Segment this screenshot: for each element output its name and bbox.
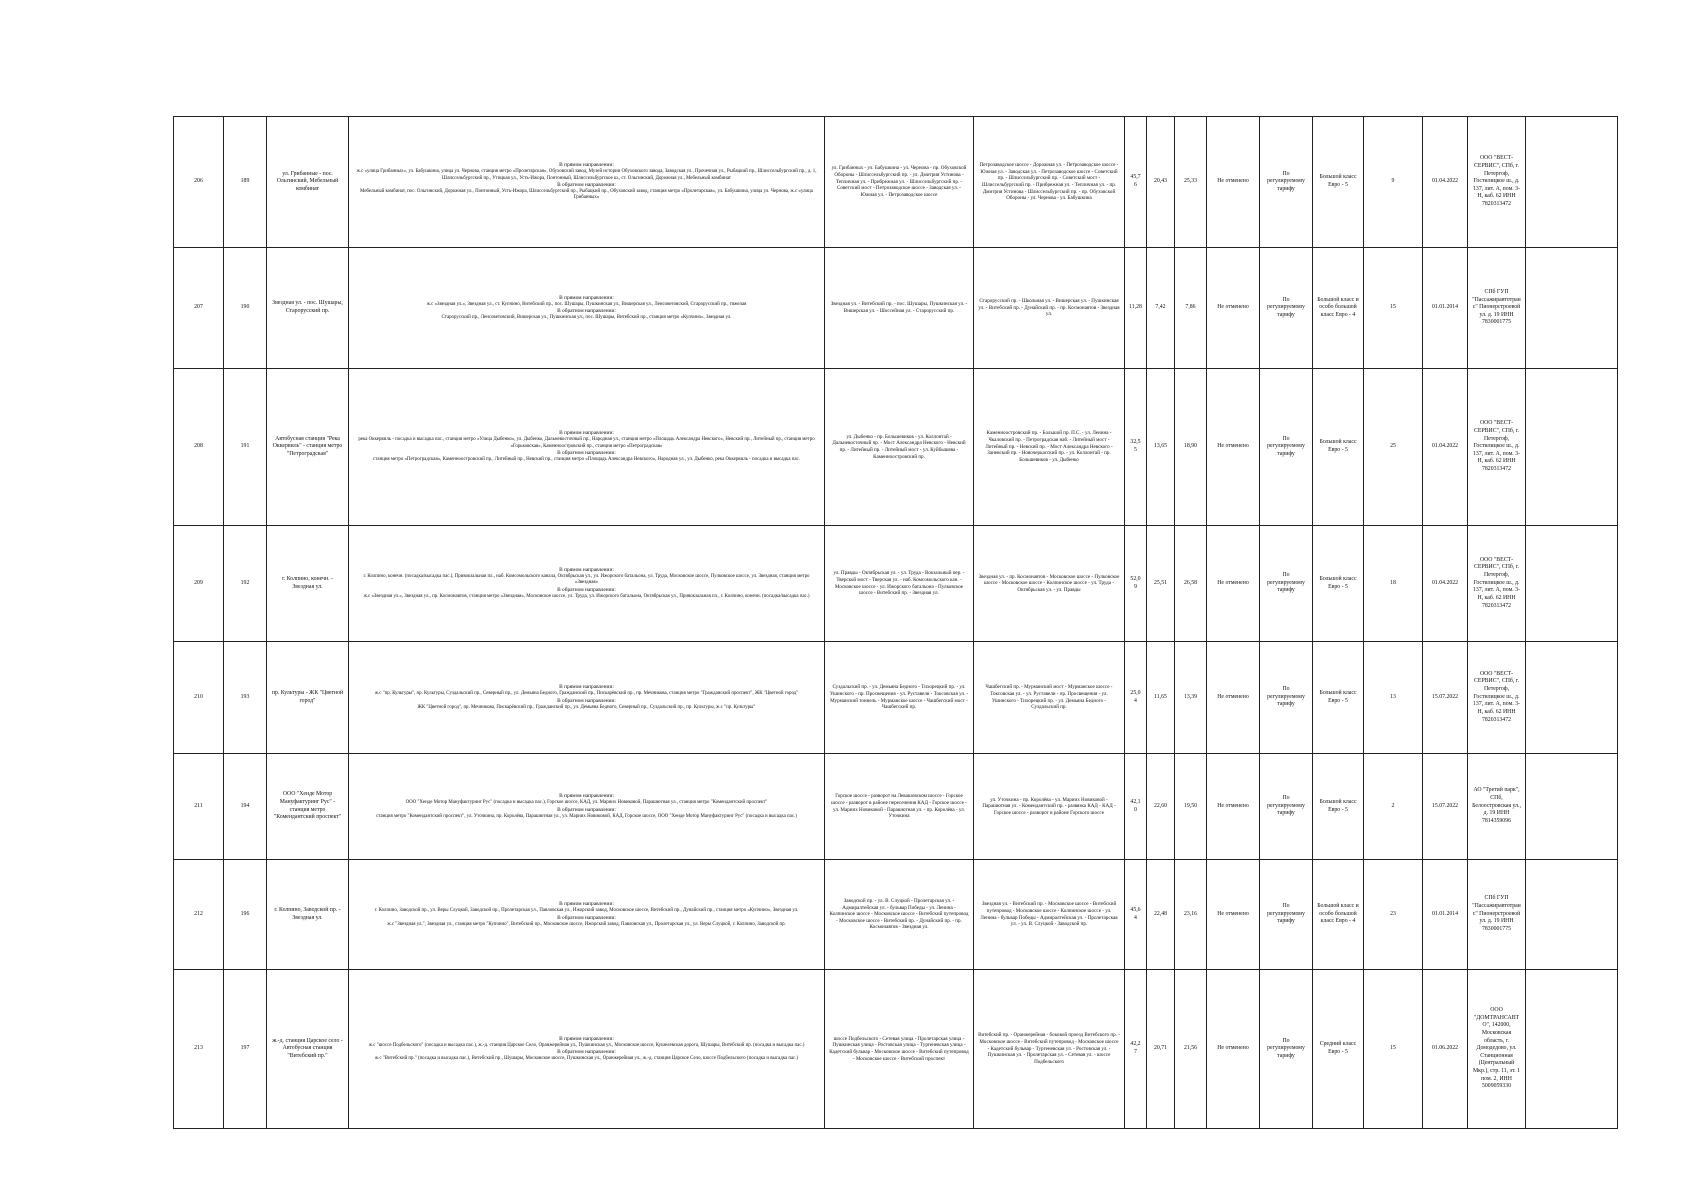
stops-forward-text: ж.с «улица Грибанных», ул. Бабушкина, улица ул. Чернова, станция метро «Пролетарская», Обуховский завод, Музей истории Обуховского завода, Заводская ул., Прочечная ул., Рыбацкий пр., Шлиссельбургский пр., д. 1, Шлиссельбургский пр., Утицкая ул., Усть-Ижора, Понтонный, Шлиссельбургское ш., ст. Ольгинский, Дорожная ул., Мебельный комбинат [356, 169, 817, 181]
stops-forward-text: ж.с "пр. Культуры", пр. Культуры, Суздальский пр., Северный пр., ул. Демьяна Бедного, Гражданский пр., Пискарёвский пр., пр. Мечникова, станция метро "Гражданский проспект", ЖК "Цветной город" [374, 691, 799, 697]
route-register-table [173, 116, 1674, 1129]
cell-empty [1526, 754, 1618, 860]
cell-stops [349, 526, 825, 642]
cell-route-number: 190 [224, 248, 267, 369]
cell-empty [1526, 369, 1618, 526]
cell-status: Не отменено [1207, 754, 1260, 860]
table-row [174, 970, 1674, 1129]
cell-vehicle-count: 25 [1364, 369, 1423, 526]
stops-forward-heading: В прямом направлении: [559, 1035, 614, 1042]
cell-tariff: По регулируемому тарифу [1260, 369, 1313, 526]
cell-carrier: СПб ГУП "Пассажиравтотранс" Пионерстроевой ул. д. 19 ИНН 7830001775 [1468, 860, 1526, 970]
cell-tariff: По регулируемому тарифу [1260, 860, 1313, 970]
stops-back-text: Старорусский пр., Ленсоветовский, Вишерская ул., Пушкинская ул., пос. Шушары, Витебский пр., станция метро «Купчино», Звездная ул. [441, 315, 732, 321]
cell-distance-total: 32,55 [1125, 369, 1147, 526]
cell-vehicle-class: Большой класс и особо большой класс Евро - 4 [1313, 248, 1364, 369]
stops-back-heading: В обратном направлении: [557, 450, 616, 457]
stops-back-text: ж.с «Звездная ул.», Звездная ул., пр. Космонавтов, станция метро «Звездная», Московское шоссе, ул. Труда, ул. Ижорского батальона, Октябрьская ул., Привокзальная пл., г. Колпино, конечн. (посадка/высадка пас.) [363, 593, 810, 599]
cell-distance-forward: 11,65 [1147, 642, 1175, 754]
cell-vehicle-class: Большой класс Евро - 5 [1313, 754, 1364, 860]
cell-row-number: 210 [174, 642, 224, 754]
cell-distance-back: 19,50 [1175, 754, 1207, 860]
cell-row-number: 213 [174, 970, 224, 1129]
stops-back-heading: В обратном направлении: [557, 182, 616, 188]
cell-date: 01.06.2022 [1423, 970, 1468, 1129]
cell-stops [349, 248, 825, 369]
cell-vehicle-count: 15 [1364, 970, 1423, 1129]
stops-forward-heading: В прямом направлении: [559, 430, 614, 437]
cell-streets-back: Чашбегский пр. - Мурманский мост - Мурманское шоссе - Токсовская ул. - ул. Руставели - пр. Просвещения - ул. Ушинского - Тихорецкий пр. - ул. Демьяна Бедного - Суздальский пр. [974, 642, 1125, 754]
cell-streets-back: Звездная ул. - пр. Космонавтов - Московское шоссе - Пулковское шоссе - Московское шоссе - Колпинское шоссе - ул. Труда - Октябрьская ул. - ул. Правды [974, 526, 1125, 642]
cell-streets-forward: ул. Правды - Октябрьская ул. - ул. Труда - Вокзальный пер. - Тверской мост - Тверская ул. - наб. Комсомольского кан. - Московское шоссе - ул. Ижорского батальона - Пулковское шоссе - Витебский пр. - Звездная ул. [825, 526, 974, 642]
stops-back-text: ж.с "Витебский пр." (посадка и высадка пас.), Витебский пр., Шушары, Московское шоссе, Пушкинская ул., Оранжерейная ул., ж.-д. станция Царское Село, шоссе Подбельского (посадка и высадка пас.) [374, 1056, 799, 1062]
stops-forward-heading: В прямом направлении: [559, 684, 614, 691]
cell-distance-forward: 22,48 [1147, 860, 1175, 970]
cell-vehicle-class: Большой класс Евро - 5 [1313, 526, 1364, 642]
stops-back-heading: В обратном направлении: [557, 586, 616, 593]
cell-route-number: 191 [224, 369, 267, 526]
cell-empty [1526, 117, 1618, 248]
cell-status: Не отменено [1207, 369, 1260, 526]
cell-route-name: пр. Культуры - ЖК "Цветной город" [267, 642, 349, 754]
cell-streets-forward: ул. Дыбенко - пр. Большевиков - ул. Коллонтай - Дальневосточный пр. - Мост Александра Невского - Невский пр. - Литейный пр. - Литейный мост - ул. Куйбышева - Каменноостровский пр. [825, 369, 974, 526]
stops-back-heading: В обратном направлении: [557, 914, 616, 921]
table-row [174, 754, 1674, 860]
cell-distance-forward: 7,42 [1147, 248, 1175, 369]
cell-vehicle-count: 9 [1364, 117, 1423, 248]
cell-row-number: 208 [174, 369, 224, 526]
cell-date: 01.04.2022 [1423, 117, 1468, 248]
cell-empty [1526, 860, 1618, 970]
cell-stops [349, 860, 825, 970]
cell-carrier: ООО "ВЕСТ-СЕРВИС", СПб, г. Петергоф, Гостилицкое ш., д. 137, лит. А, пом. 3-Н, каб. 62 ИНН 7820313472 [1468, 642, 1526, 754]
cell-vehicle-class: Большой класс и особо большой класс Евро - 4 [1313, 860, 1364, 970]
stops-forward-text: река Оккервиль - посадка и высадка пас., станция метро «Улица Дыбенко», ул. Дыбенко, Дальневосточный пр., Народная ул., станция метро «Площадь Александра Невского», Невский пр., Литейный пр., станция метро «Горьковская», Каменноостровский пр., станция метро «Петроградская» [358, 437, 815, 449]
cell-distance-back: 18,90 [1175, 369, 1207, 526]
cell-route-name: ул. Грибанные - пос. Ольгинский, Мебельный комбинат [267, 117, 349, 248]
stops-back-text: станция метро «Петроградская», Каменноостровский пр., Литейный пр., Невский пр., станция метро «Площадь Александра Невского», Народная ул., ул. Дыбенко, река Оккервиль - посадка и высадка пас. [373, 457, 800, 463]
cell-distance-forward: 25,51 [1147, 526, 1175, 642]
cell-stops [349, 117, 825, 248]
cell-date: 15.07.2022 [1423, 754, 1468, 860]
cell-empty [1526, 970, 1618, 1129]
cell-distance-forward: 20,43 [1147, 117, 1175, 248]
cell-streets-back: Петрозаводское шоссе - Дорожная ул. - Петрозаводское шоссе - Южная ул. - Заводская ул. - Петрозаводское шоссе - Советский пр. - Шлиссельбургский пр. - Советский мост - Шлиссельбургский пр. - Прибрежная ул. - Тепличная ул. - пр. Дмитрия Устинова - Шлиссельбургский пр. - пр. Обуховской Обороны - ул. Чернова - ул. Бабушкина [974, 117, 1125, 248]
cell-route-name: г. Колпино, Заводской пр. - Звездная ул. [267, 860, 349, 970]
stops-forward-heading: В прямом направлении: [559, 294, 614, 301]
cell-empty [1526, 248, 1618, 369]
cell-vehicle-class: Средний класс Евро - 5 [1313, 970, 1364, 1129]
cell-distance-total: 42,10 [1125, 754, 1147, 860]
cell-distance-forward: 22,60 [1147, 754, 1175, 860]
cell-stops [349, 369, 825, 526]
cell-status: Не отменено [1207, 117, 1260, 248]
cell-distance-back: 13,39 [1175, 642, 1207, 754]
cell-empty [1526, 642, 1618, 754]
cell-streets-back: Каменноостровский пр. - Большой пр. П.С. - ул. Ленина - Чкаловский пр. - Петроградская наб. - Литейный мост - Литейный пр. - Невский пр. - Мост Александра Невского - Заневский пр. - Новочеркасский пр. - ул. Коллонтай - пр. Большевиков - ул. Дыбенко [974, 369, 1125, 526]
stops-back-heading: В обратном направлении: [557, 1049, 616, 1055]
cell-vehicle-count: 15 [1364, 248, 1423, 369]
cell-row-number: 209 [174, 526, 224, 642]
cell-streets-back: ул. Уточкина - пр. Королёва - ул. Мариих Новиковой - Парашютная ул. - Комендантский пр. - развязка КАД - КАД - Горское шоссе - разворот в районе Горского шоссе [974, 754, 1125, 860]
stops-back-heading: В обратном направлении: [557, 308, 616, 314]
cell-route-number: 197 [224, 970, 267, 1129]
cell-streets-forward: шоссе Подбельского - Сетевая улица - Пролетарская улица - Пушкинская улица - Ростовская улица - Тургеневская улица - Кадетский бульвар - Московское шоссе - Витебский путепровод - Московское шоссе - Витебский проспект [825, 970, 974, 1129]
cell-status: Не отменено [1207, 526, 1260, 642]
stops-forward-text: ж.с «Звездная ул.», Звездная ул., ст. Купчино, Витебский пр., пос. Шушары, Пушкинская ул., Вишерская ул., Ленсоветовский, Старорусский пр., тяжелая [426, 301, 747, 307]
cell-tariff: По регулируемому тарифу [1260, 117, 1313, 248]
cell-distance-total: 45,64 [1125, 860, 1147, 970]
stops-forward-text: ООО "Хенде Мотор Мануфактуринг Рус" (посадка и высадка пас.), Горское шоссе, КАД, ул. Мариих Новиковой, Парашютная ул., станция метро "Комендантский проспект" [405, 800, 768, 806]
cell-tariff: По регулируемому тарифу [1260, 970, 1313, 1129]
cell-streets-forward: Горское шоссе - разворот на Левашовском шоссе - Горское шоссе - разворот в районе пересечения КАД - Горское шоссе - ул. Мариих Новиковой - Парашютная ул. - пр. Королёва - ул. Уточкина [825, 754, 974, 860]
cell-streets-forward: Заводской пр. - ул. В. Слуцкой - Пролетарская ул. - Адмиралтейская ул. - бульвар Победы - ул. Ленина - Колпинское шоссе - Московское шоссе - Витебский путепровод - Московское шоссе - Витебский пр. - Дунайский пр. - пр. Космонавтов - Звездная ул. [825, 860, 974, 970]
stops-back-text: ЖК "Цветной город", пр. Мечникова, Пискарёвский пр., Гражданский пр., ул. Демьяна Бедного, Северный пр., Суздальский пр., пр. Культуры, ж.с "пр. Культуры" [417, 704, 756, 710]
cell-carrier: АО "Третий парк", СПб, Белоостровская ул., д. 19 ИНН 7814359096 [1468, 754, 1526, 860]
cell-row-number: 211 [174, 754, 224, 860]
cell-tariff: По регулируемому тарифу [1260, 248, 1313, 369]
table-row [174, 860, 1674, 970]
cell-route-number: 193 [224, 642, 267, 754]
cell-route-name: ООО "Хенде Мотор Мануфактуринг Рус" - станция метро "Комендантский проспект" [267, 754, 349, 860]
cell-vehicle-count: 2 [1364, 754, 1423, 860]
cell-stops [349, 970, 825, 1129]
stops-back-text: Мебельный комбинат, пос. Ольгинский, Дорожная ул., Понтонный, Усть-Ижора, Шлиссельбургский пр., Рыбацкий пр., Обуховский завод, станция метро «Пролетарская», ул. Бабушкина, улица ул. Чернова, ж.с «улица Грибанных» [360, 189, 813, 201]
cell-distance-total: 45,76 [1125, 117, 1147, 248]
stops-back-text: ж.с "Звездная ул.", Звездная ул., станция метро "Купчино", Витебский пр., Московское шоссе, Ижорский завод, Павловская ул., Пролетарская ул., ул. Веры Слуцкой, г. Колпино, Заводской пр. [387, 921, 786, 927]
cell-row-number: 212 [174, 860, 224, 970]
cell-route-name: Автобусная станция "Река Оккервиль" - станция метро "Петроградская" [267, 369, 349, 526]
cell-date: 01.01.2014 [1423, 860, 1468, 970]
cell-carrier: СПб ГУП "Пассажиравтотранс" Пионерстроевой ул. д. 19 ИНН 7830001775 [1468, 248, 1526, 369]
cell-tariff: По регулируемому тарифу [1260, 754, 1313, 860]
cell-status: Не отменено [1207, 642, 1260, 754]
cell-streets-forward: ул. Грибанных - ул. Бабушкина - ул. Чернова - пр. Обуховской Обороны - Шлиссельбургский пр. - ул. Дмитрия Устинова - Тепличная ул. - Прибрежная ул. - Шлиссельбургский пр. - Советский мост - Петрозаводское шоссе - Заводская ул. - Южная ул. - Петрозаводское шоссе [825, 117, 974, 248]
cell-vehicle-class: Большой класс Евро - 5 [1313, 369, 1364, 526]
stops-forward-heading: В прямом направлении: [559, 793, 614, 800]
cell-status: Не отменено [1207, 970, 1260, 1129]
stops-back-heading: В обратном направлении: [557, 806, 616, 813]
cell-date: 01.01.2014 [1423, 248, 1468, 369]
cell-distance-back: 7,86 [1175, 248, 1207, 369]
cell-streets-back: Звездная ул. - Витебский пр. - Московское шоссе - Витебский путепровод - Московское шоссе - Колпинское шоссе - ул. Ленина - бульвар Победы - Адмиралтейская ул. - Пролетарская ул. - ул. В. Слуцкой - Заводской пр. [974, 860, 1125, 970]
cell-route-number: 194 [224, 754, 267, 860]
cell-vehicle-count: 13 [1364, 642, 1423, 754]
cell-carrier: ООО "ДОМТРАНСАВТО", 142000, Московская область, г. Домодедово, ул. Станционная (Центральный Мкр.), стр. 11, эт. 1 пом. 2, ИНН 5009059330 [1468, 970, 1526, 1129]
stops-forward-heading: В прямом направлении: [559, 162, 614, 169]
cell-carrier: ООО "ВЕСТ-СЕРВИС", СПб, г. Петергоф, Гостилицкое ш., д. 137, лит. А, пом. 3-Н, каб. 62 ИНН 7820313472 [1468, 526, 1526, 642]
stops-back-heading: В обратном направлении: [557, 697, 616, 704]
table-row [174, 526, 1674, 642]
cell-route-name: Звездная ул. - пос. Шушары, Старорусский пр. [267, 248, 349, 369]
stops-forward-text: г. Колпино, Заводской пр., ул. Веры Слуцкой, Заводской пр., Пролетарская ул., Павловская ул., Ижорский завод, Московское шоссе, Витебский пр., Дунайский пр., станция метро «Купчино», Звездная ул. [374, 908, 799, 914]
cell-vehicle-class: Большой класс Евро - 5 [1313, 642, 1364, 754]
cell-distance-back: 23,16 [1175, 860, 1207, 970]
cell-stops [349, 754, 825, 860]
cell-route-number: 192 [224, 526, 267, 642]
table-row [174, 248, 1674, 369]
cell-streets-back: Витебский пр. - Оранжерейная - боковой проезд Витебского пр. - Московское шоссе - Витебский путепровод - Московское шоссе - Кадетский бульвар - Тургеневская ул. - Ростовская ул. - Пушкинская ул. - Пролетарская ул. - Сетевая ул. - шоссе Подбельского [974, 970, 1125, 1129]
cell-vehicle-count: 18 [1364, 526, 1423, 642]
cell-tariff: По регулируемому тарифу [1260, 642, 1313, 754]
cell-row-number: 206 [174, 117, 224, 248]
cell-streets-forward: Звездная ул. - Витебский пр. - пос. Шушары, Пушкинская ул. - Вишерская ул. - Шоссейная ул. - Старорусский пр. [825, 248, 974, 369]
cell-route-name: г. Колпино, конечн. - Звездная ул. [267, 526, 349, 642]
stops-forward-text: г. Колпино, конечн. (посадка/высадка пас.), Привокзальная пл., наб. Комсомольского канала, Октябрьская ул., ул. Ижорского батальона, ул. Труда, Московское шоссе, Пулковское шоссе, ул. Звездная, станция метро «Звездная» [363, 573, 810, 586]
cell-carrier: ООО "ВЕСТ-СЕРВИС", СПб, г. Петергоф, Гостилицкое ш., д. 137, лит. А, пом. 3-Н, каб. 62 ИНН 7820313472 [1468, 369, 1526, 526]
cell-row-number: 207 [174, 248, 224, 369]
cell-empty [1526, 526, 1618, 642]
cell-streets-forward: Суздальский пр. - ул. Демьяна Бедного - Тихорецкий пр. - ул. Ушинского - пр. Просвещения - ул. Руставели - Токсовская ул. - Мурманский тоннель - Мурманское шоссе - Чашбегский мост - Чашбегский пр. [825, 642, 974, 754]
stops-forward-heading: В прямом направлении: [559, 566, 614, 573]
stops-back-text: станция метро "Комендантский проспект", ул. Уточкина, пр. Королёва, Парашютная ул., ул. Мариих Новиковой, КАД, Горское шоссе, ООО "Хенде Мотор Мануфактуринг Рус" (посадка и высадка пас.) [376, 813, 797, 819]
cell-date: 01.04.2022 [1423, 526, 1468, 642]
cell-status: Не отменено [1207, 248, 1260, 369]
cell-date: 01.04.2022 [1423, 369, 1468, 526]
table-row [174, 369, 1674, 526]
cell-tariff: По регулируемому тарифу [1260, 526, 1313, 642]
cell-status: Не отменено [1207, 860, 1260, 970]
cell-distance-total: 25,04 [1125, 642, 1147, 754]
cell-route-name: ж.-д. станция Царское село - Автобусная станция "Витебский пр." [267, 970, 349, 1129]
cell-distance-total: 42,27 [1125, 970, 1147, 1129]
cell-vehicle-class: Большой класс Евро - 5 [1313, 117, 1364, 248]
cell-distance-back: 26,58 [1175, 526, 1207, 642]
cell-distance-back: 25,33 [1175, 117, 1207, 248]
stops-forward-text: ж.с "шоссе Подбельского" (посадка и высадка пас.), ж.-д. станция Царское Село, Оранжерейная ул., Пушкинская ул., Московское шоссе, Кушелевская дорога, Шушары, Витебский пр. (посадка и высадка пас.) [368, 1042, 805, 1048]
cell-distance-total: 11,28 [1125, 248, 1147, 369]
cell-route-number: 196 [224, 860, 267, 970]
cell-vehicle-count: 23 [1364, 860, 1423, 970]
stops-forward-heading: В прямом направлении: [559, 901, 614, 908]
table-row [174, 642, 1674, 754]
cell-distance-total: 52,09 [1125, 526, 1147, 642]
cell-distance-back: 21,56 [1175, 970, 1207, 1129]
cell-distance-forward: 20,71 [1147, 970, 1175, 1129]
cell-distance-forward: 13,65 [1147, 369, 1175, 526]
cell-carrier: ООО "ВЕСТ-СЕРВИС", СПб, г. Петергоф, Гостилицкое ш., д. 137, лит. А, пом. 3-Н, каб. 62 ИНН 7820313472 [1468, 117, 1526, 248]
cell-date: 15.07.2022 [1423, 642, 1468, 754]
cell-stops [349, 642, 825, 754]
cell-streets-back: Старорусский пр. - Школьная ул. - Вишерская ул. - Пушкинская ул. - Витебский пр. - Дунайский пр. - пр. Космонавтов - Звездная ул. [974, 248, 1125, 369]
cell-route-number: 189 [224, 117, 267, 248]
table-row [174, 117, 1674, 248]
